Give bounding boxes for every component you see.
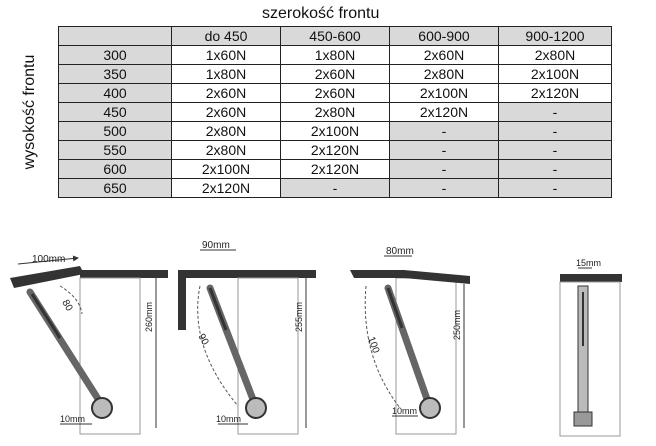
cabinet-top-panel <box>560 274 622 282</box>
row-height-cell: 400 <box>59 84 172 103</box>
value-cell: 2x100N <box>172 160 281 179</box>
row-height-cell: 550 <box>59 141 172 160</box>
row-height-cell: 500 <box>59 122 172 141</box>
table-row <box>59 103 612 122</box>
value-cell: 2x120N <box>499 84 612 103</box>
table-row-title: wysokość frontu <box>21 54 38 170</box>
value-cell: 1x60N <box>172 46 281 65</box>
table-row <box>59 65 612 84</box>
bottom-label: 10mm <box>216 414 242 424</box>
value-cell: 2x100N <box>281 122 390 141</box>
angle-label: 100 <box>365 335 382 355</box>
value-cell: 2x80N <box>172 122 281 141</box>
value-cell: 2x80N <box>172 141 281 160</box>
value-cell: - <box>499 122 612 141</box>
header-col-2: 450-600 <box>281 27 390 46</box>
header-corner-cell <box>59 27 172 46</box>
table-row <box>59 122 612 141</box>
dimension-label: 90mm <box>202 240 230 251</box>
header-col-4: 900-1200 <box>499 27 612 46</box>
height-label: 255mm <box>294 301 304 332</box>
mounting-bracket <box>246 398 266 418</box>
value-cell: 2x60N <box>390 46 499 65</box>
drawing-figure-2 <box>178 240 316 434</box>
row-height-cell: 450 <box>59 103 172 122</box>
dimension-label: 15mm <box>576 258 602 268</box>
value-cell: 2x120N <box>172 179 281 198</box>
value-cell: 2x60N <box>172 103 281 122</box>
gas-spring-rod <box>210 288 226 330</box>
value-cell: 1x80N <box>281 46 390 65</box>
angle-label: 90 <box>195 332 211 348</box>
value-cell: - <box>281 179 390 198</box>
value-cell: 2x80N <box>499 46 612 65</box>
value-cell: - <box>499 141 612 160</box>
value-cell: 2x120N <box>390 103 499 122</box>
value-cell: 2x80N <box>390 65 499 84</box>
value-cell: - <box>499 179 612 198</box>
row-height-cell: 650 <box>59 179 172 198</box>
open-lid-panel <box>350 270 470 284</box>
dimension-label: 80mm <box>386 246 414 257</box>
value-cell: - <box>390 179 499 198</box>
height-label: 250mm <box>452 309 462 340</box>
row-height-cell: 300 <box>59 46 172 65</box>
mounting-bracket <box>574 412 592 426</box>
gas-spring-rod <box>388 288 402 328</box>
value-cell: - <box>390 141 499 160</box>
row-height-cell: 350 <box>59 65 172 84</box>
value-cell: 2x100N <box>499 65 612 84</box>
value-cell: 2x120N <box>281 160 390 179</box>
value-cell: 2x60N <box>281 65 390 84</box>
cabinet-top-panel <box>80 270 168 278</box>
open-lid-panel <box>10 266 84 288</box>
value-cell: - <box>499 103 612 122</box>
height-label: 260mm <box>144 301 154 332</box>
value-cell: - <box>390 122 499 141</box>
open-lid-panel <box>178 270 186 330</box>
header-col-3: 600-900 <box>390 27 499 46</box>
value-cell: 2x120N <box>281 141 390 160</box>
installation-drawings <box>0 236 656 446</box>
bottom-label: 10mm <box>60 414 86 424</box>
table-row <box>59 160 612 179</box>
value-cell: - <box>390 160 499 179</box>
value-cell: 2x60N <box>281 84 390 103</box>
table-column-title: szerokość frontu <box>262 5 380 22</box>
mounting-bracket <box>420 398 440 418</box>
cabinet-top-panel <box>178 270 316 278</box>
gas-spring-size-table <box>58 26 612 198</box>
value-cell: 2x60N <box>172 84 281 103</box>
value-cell: - <box>499 160 612 179</box>
row-height-cell: 600 <box>59 160 172 179</box>
drawing-figure-1 <box>10 254 168 434</box>
angle-label: 80 <box>59 298 75 314</box>
drawing-figure-3 <box>350 246 470 434</box>
table-header-row <box>59 27 612 46</box>
table-row <box>59 84 612 103</box>
bottom-label: 10mm <box>392 406 418 416</box>
mounting-bracket <box>92 398 112 418</box>
table-row <box>59 46 612 65</box>
table-row <box>59 141 612 160</box>
value-cell: 1x80N <box>172 65 281 84</box>
value-cell: 2x100N <box>390 84 499 103</box>
gas-spring-rod <box>32 294 60 338</box>
drawing-figure-4 <box>560 258 622 436</box>
value-cell: 2x80N <box>281 103 390 122</box>
table-row <box>59 179 612 198</box>
dimension-label: 100mm <box>32 254 66 265</box>
header-col-1: do 450 <box>172 27 281 46</box>
